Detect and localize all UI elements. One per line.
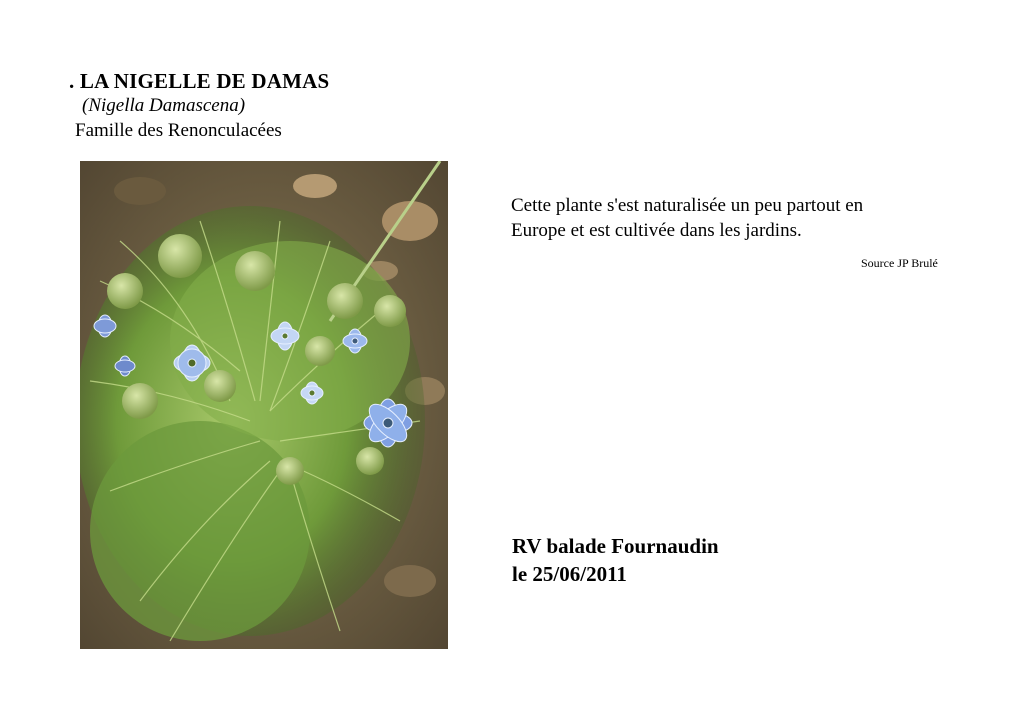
plant-family: Famille des Renonculacées: [75, 120, 282, 141]
page-title: . LA NIGELLE DE DAMAS: [69, 69, 330, 93]
event-info: [512, 532, 719, 588]
description-line: Europe et est cultivée dans les jardins.: [511, 220, 802, 241]
latin-name: (Nigella Damascena): [82, 95, 246, 116]
event-date: le 25/06/2011: [512, 562, 627, 586]
plant-photo: [80, 161, 448, 649]
event-title: RV balade Fournaudin: [512, 534, 719, 558]
description-line: Cette plante s'est naturalisée un peu partout en: [511, 195, 864, 216]
source-credit: Source JP Brulé: [861, 256, 938, 270]
plant-description: [511, 193, 951, 243]
